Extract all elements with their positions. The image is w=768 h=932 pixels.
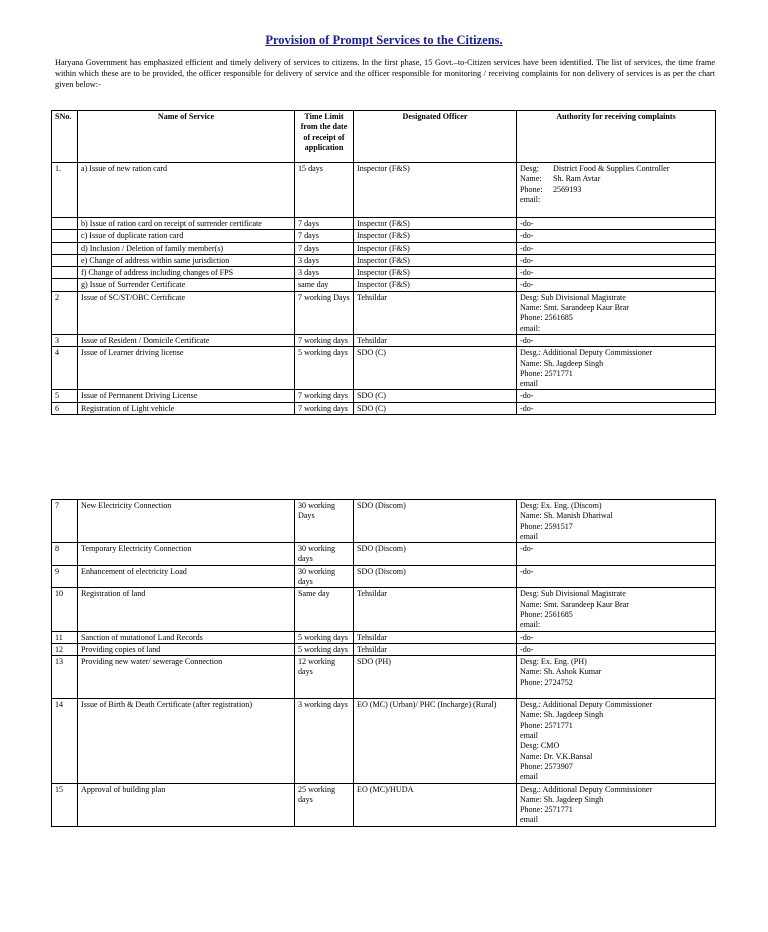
authority-designation: Desg: District Food & Supplies Controller [520,164,670,173]
row-officer: SDO (Discom) [354,565,517,588]
row-authority: Desg: Ex. Eng. (Discom) Name: Sh. Manish Dhariwal Phone: 2591517 email [517,500,716,543]
row-officer: Tehsildar [354,643,517,655]
header-designated-officer: Designated Officer [354,111,517,163]
row-service: Issue of Learner driving license [78,347,295,390]
row-officer: EO (MC) (Urban)/ PHC (Incharge) (Rural) [354,699,517,783]
row-authority-ditto: -do- [517,279,716,291]
row-sno: 9 [52,565,78,588]
row-service: Issue of Birth & Death Certificate (after registration) [78,699,295,783]
row-authority-ditto: -do- [517,254,716,266]
row-sno: 7 [52,500,78,543]
table-row [52,218,716,230]
row-time: 3 days [295,254,354,266]
row-officer: Inspector (F&S) [354,163,517,218]
table-row [52,783,716,826]
table-row [52,643,716,655]
row-officer: Inspector (F&S) [354,254,517,266]
table-row [52,163,716,218]
row-sno: 14 [52,699,78,783]
row-time: 7 days [295,218,354,230]
authority-name: Name: Sh. Ram Avtar [520,174,601,184]
services-table-part-2 [51,499,716,827]
row-service: Providing new water/ sewerage Connection [78,656,295,699]
row-authority-ditto: -do- [517,565,716,588]
row-sno: 2 [52,291,78,334]
row-authority-ditto: -do- [517,402,716,414]
row-time: 5 working days [295,631,354,643]
row-time: 7 working Days [295,291,354,334]
row-service: g) Issue of Surrender Certificate [78,279,295,291]
row-authority-ditto: -do- [517,242,716,254]
row-officer: Tehsildar [354,334,517,346]
row-officer: SDO (C) [354,347,517,390]
row-service: f) Change of address including changes of FPS [78,267,295,279]
table-row [52,565,716,588]
row-service: c) Issue of duplicate ration card [78,230,295,242]
row-authority: Desg: Sub Divisional Magistrate Name: Smt. Sarandeep Kaur Brar Phone: 2561685 email: [517,588,716,631]
row-officer: EO (MC)/HUDA [354,783,517,826]
row-service: e) Change of address within same jurisdiction [78,254,295,266]
row-authority: Desg.: Additional Deputy Commissioner Name: Sh. Jagdeep Singh Phone: 2571771 email [517,347,716,390]
row-officer: Inspector (F&S) [354,242,517,254]
authority-phone: Phone: 2569193 [520,184,582,194]
row-sno: 13 [52,656,78,699]
row-officer: SDO (Discom) [354,543,517,566]
header-time-limit: Time Limit from the date of receipt of application [295,111,354,163]
row-officer: SDO (Discom) [354,500,517,543]
row-time: 30 working Days [295,500,354,543]
row-authority [517,163,716,218]
row-service: Issue of SC/ST/OBC Certificate [78,291,295,334]
row-service: b) Issue of ration card on receipt of surrender certificate [78,218,295,230]
row-service: a) Issue of new ration card [78,163,295,218]
row-officer: Tehsildar [354,588,517,631]
row-service: Issue of Resident / Domicile Certificate [78,334,295,346]
row-officer: Tehsildar [354,631,517,643]
table-row [52,588,716,631]
table-row [52,334,716,346]
row-time: 3 working days [295,699,354,783]
row-officer: SDO (C) [354,390,517,402]
row-sno: 5 [52,390,78,402]
row-authority: Desg.: Additional Deputy Commissioner Name: Sh. Jagdeep Singh Phone: 2571771 email [517,783,716,826]
header-service: Name of Service [78,111,295,163]
row-officer: Inspector (F&S) [354,267,517,279]
table-row [52,390,716,402]
row-time: 5 working days [295,347,354,390]
table-row [52,254,716,266]
table-row [52,291,716,334]
row-authority-ditto: -do- [517,267,716,279]
row-service: Approval of building plan [78,783,295,826]
row-time: 12 working days [295,656,354,699]
row-officer: SDO (PH) [354,656,517,699]
row-authority-ditto: -do- [517,390,716,402]
row-authority-ditto: -do- [517,230,716,242]
services-table-part-1 [51,110,716,415]
row-service: d) Inclusion / Deletion of family member(s) [78,242,295,254]
page-title: Provision of Prompt Services to the Citizens. [265,33,503,47]
row-authority-ditto: -do- [517,631,716,643]
header-sno: SNo. [52,111,78,163]
row-service: Enhancement of electricity Load [78,565,295,588]
row-authority-ditto: -do- [517,334,716,346]
row-service: Issue of Permanent Driving License [78,390,295,402]
table-row [52,242,716,254]
row-service: Sanction of mutationof Land Records [78,631,295,643]
row-sno: 3 [52,334,78,346]
row-time: 30 working days [295,565,354,588]
row-officer: SDO (C) [354,402,517,414]
table-row [52,279,716,291]
table-header-row [52,111,716,163]
row-authority-ditto: -do- [517,643,716,655]
table-row [52,500,716,543]
row-sno: 12 [52,643,78,655]
table-row [52,267,716,279]
row-sno: 11 [52,631,78,643]
row-time: 15 days [295,163,354,218]
row-officer: Inspector (F&S) [354,279,517,291]
row-time: 7 working days [295,402,354,414]
row-authority: Desg: Sub Divisional Magistrate Name: Smt. Sarandeep Kaur Brar Phone: 2561685 email: [517,291,716,334]
table-row [52,543,716,566]
row-time: 5 working days [295,643,354,655]
row-sno: 15 [52,783,78,826]
row-sno: 4 [52,347,78,390]
row-sno: 8 [52,543,78,566]
row-authority-ditto: -do- [517,543,716,566]
row-time: 7 days [295,242,354,254]
row-authority: Desg.: Additional Deputy Commissioner Name: Sh. Jagdeep Singh Phone: 2571771 email Desg: CMO Name: Dr. V.K.Bansal Phone: 2573907 email [517,699,716,783]
row-service: Registration of land [78,588,295,631]
row-time: 25 working days [295,783,354,826]
table-row [52,230,716,242]
table-row [52,656,716,699]
table-row [52,699,716,783]
row-time: 3 days [295,267,354,279]
header-authority: Authority for receiving complaints [517,111,716,163]
table-row [52,347,716,390]
row-authority-ditto: -do- [517,218,716,230]
row-service: Providing copies of land [78,643,295,655]
row-service: New Electricity Connection [78,500,295,543]
row-authority: Desg: Ex. Eng. (PH) Name: Sh. Ashok Kumar Phone: 2724752 [517,656,716,699]
table-row [52,631,716,643]
authority-email: email: [520,194,541,204]
row-sno: 6 [52,402,78,414]
row-time: 30 working days [295,543,354,566]
row-officer: Inspector (F&S) [354,230,517,242]
row-sno: 10 [52,588,78,631]
row-officer: Tehsildar [354,291,517,334]
row-sno: 1. [52,163,78,218]
row-time: Same day [295,588,354,631]
row-time: 7 working days [295,334,354,346]
row-service: Registration of Light vehicle [78,402,295,414]
row-officer: Inspector (F&S) [354,218,517,230]
row-service: Temporary Electricity Connection [78,543,295,566]
table-row [52,402,716,414]
row-time: 7 days [295,230,354,242]
row-time: same day [295,279,354,291]
row-time: 7 working days [295,390,354,402]
intro-paragraph: Haryana Government has emphasized efficient and timely delivery of services to citizens. In the first phase, 15 Govt.–to-Citizen services have been identified. The list of services, the time frame within which these are to be provided, the officer responsible for delivery of service and the officer responsible for monitoring / receiving complaints for non delivery of services is as per the chart given below:- [55,58,715,89]
